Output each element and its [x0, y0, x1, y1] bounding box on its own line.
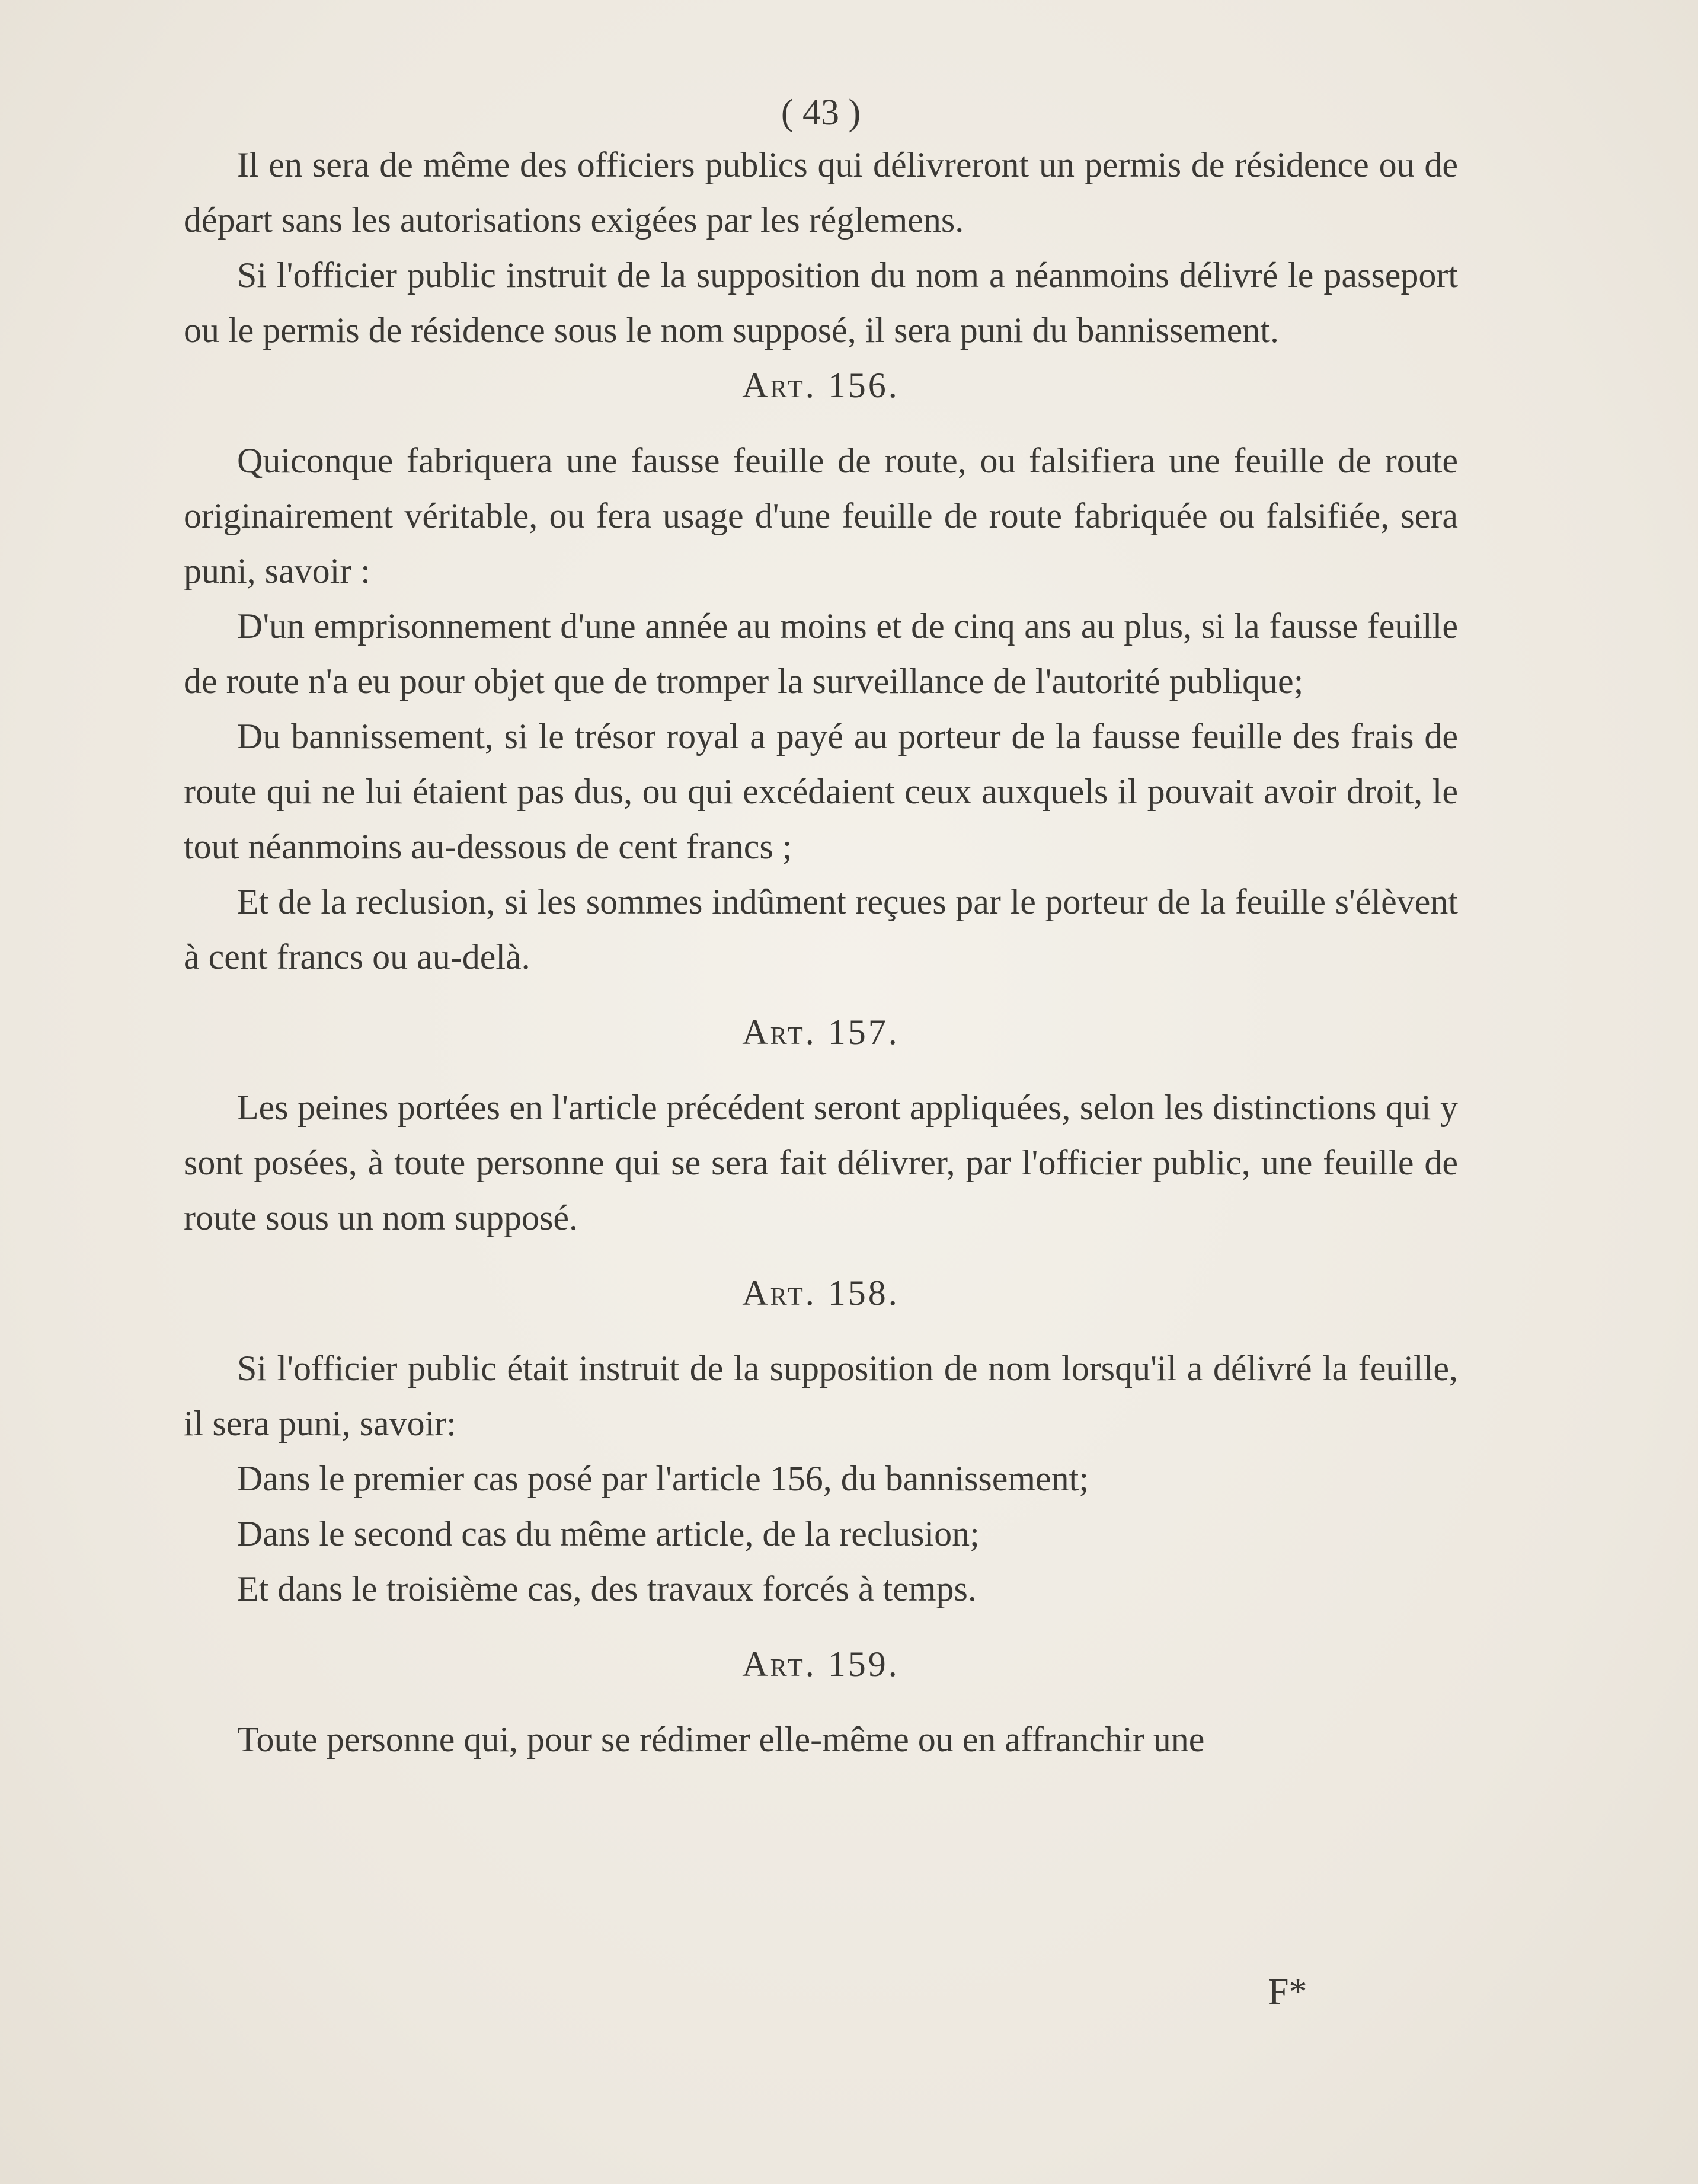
paragraph: Dans le second cas du même article, de la reclusion; — [237, 1514, 980, 1553]
paragraph: Quiconque fabriquera une fausse feuille de route, ou falsifiera une feuille de route originairement véritable, ou fera usage d'une feuille de route fabriquée ou falsifiée, sera puni, savoir : — [184, 441, 1458, 590]
paragraph: Toute personne qui, pour se rédimer elle-même ou en affranchir une — [237, 1720, 1205, 1759]
article-heading-157: Art. 157. — [742, 1013, 900, 1052]
paragraph: Si l'officier public était instruit de la supposition de nom lorsqu'il a délivré la feuille, il sera puni, savoir: — [184, 1349, 1458, 1443]
text-block — [184, 83, 1458, 1767]
paragraph: Les peines portées en l'article précédent seront appliquées, selon les distinctions qui y sont posées, à toute personne qui se sera fait délivrer, par l'officier public, une feuille de route sous un nom supposé. — [184, 1088, 1458, 1237]
paragraph: Et de la reclusion, si les sommes indûment reçues par le porteur de la feuille s'élèvent à cent francs ou au-delà. — [184, 882, 1458, 976]
article-heading-159: Art. 159. — [742, 1645, 900, 1684]
page-number: ( 43 ) — [781, 92, 861, 133]
paragraph: Du bannissement, si le trésor royal a payé au porteur de la fausse feuille des frais de route qui ne lui étaient pas dus, ou qui excédaient ceux auxquels il pouvait avoir droit, le tout néanmoins au-dessous de cent francs ; — [184, 717, 1458, 866]
paragraph: Dans le premier cas posé par l'article 156, du bannissement; — [237, 1459, 1089, 1498]
article-heading-158: Art. 158. — [742, 1273, 900, 1313]
paragraph: D'un emprisonnement d'une année au moins et de cinq ans au plus, si la fausse feuille de route n'a eu pour objet que de tromper la surveillance de l'autorité publique; — [184, 606, 1458, 701]
signature-mark: F* — [1268, 1972, 1307, 2012]
paragraph: Il en sera de même des officiers publics qui délivreront un permis de résidence ou de départ sans les autorisations exigées par les réglemens. — [184, 145, 1458, 240]
paragraph: Et dans le troisième cas, des travaux forcés à temps. — [237, 1569, 977, 1608]
paragraph: Si l'officier public instruit de la supposition du nom a néanmoins délivré le passeport ou le permis de résidence sous le nom supposé, il sera puni du bannissement. — [184, 256, 1458, 350]
article-heading-156: Art. 156. — [742, 366, 900, 405]
